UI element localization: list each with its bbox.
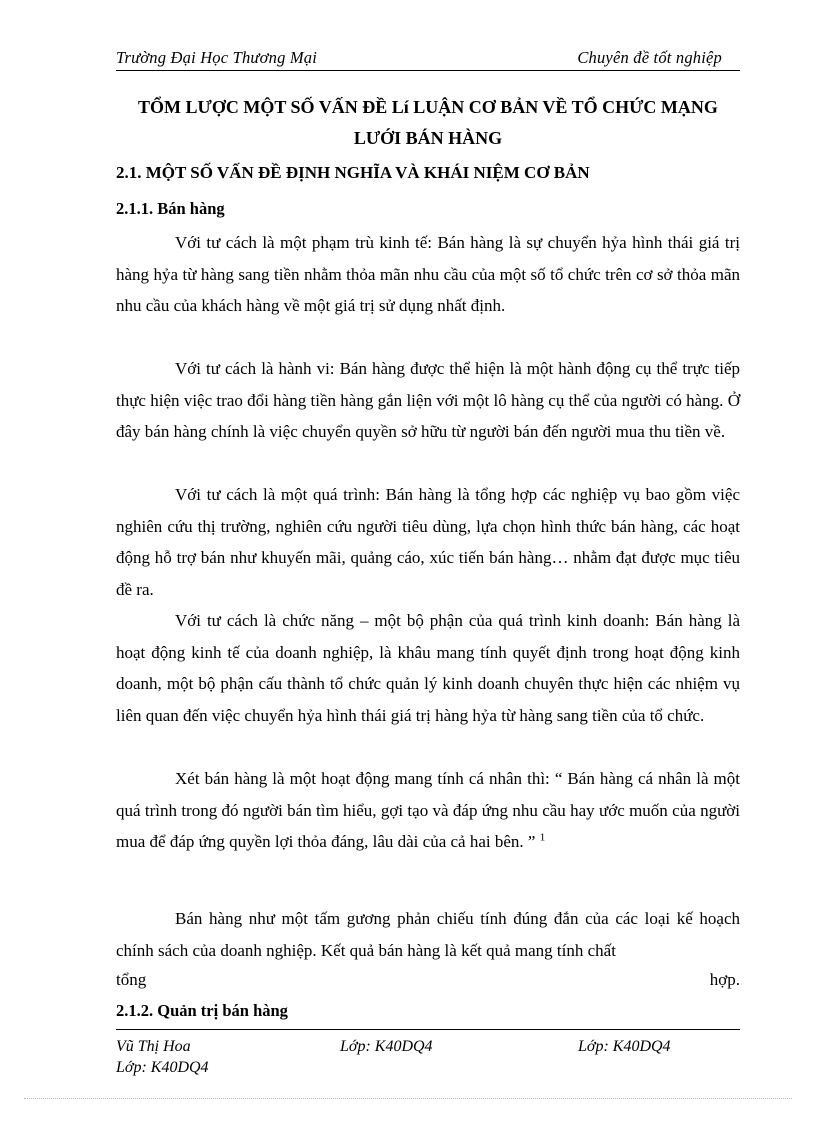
paragraph-6-last-word-right: hợp. xyxy=(709,970,740,989)
paragraph-6-last-word-left: tổng xyxy=(116,970,147,989)
header-university: Trường Đại Học Thương Mại xyxy=(116,48,318,67)
page-header xyxy=(116,48,740,71)
section-heading: 2.1. MỘT SỐ VẤN ĐỀ ĐỊNH NGHĨA VÀ KHÁI NIỆM CƠ BẢN xyxy=(116,163,590,182)
paragraph-3: Với tư cách là một quá trình: Bán hàng là tổng hợp các nghiệp vụ bao gồm việc nghiên cứu thị trường, nghiên cứu người tiêu dùng, lựa chọn hình thức bán hàng, các hoạt động hỗ trợ bán như khuyến mãi, quảng cáo, xúc tiến bán hàng… nhằm đạt được mục tiêu đề ra. xyxy=(116,485,740,599)
paragraph-5-text: Xét bán hàng là một hoạt động mang tính cá nhân thì: “ Bán hàng cá nhân là một quá trình trong đó người bán tìm hiểu, gợi tạo và đáp ứng nhu cầu hay ước muốn của người mua để đáp ứng quyền lợi thỏa đáng, lâu dài của cả hai bên. ” xyxy=(116,769,740,851)
paragraph-5 xyxy=(116,763,740,858)
footer-author: Vũ Thị Hoa xyxy=(116,1038,191,1055)
paragraph-4: Với tư cách là chức năng – một bộ phận của quá trình kinh doanh: Bán hàng là hoạt động kinh tế của doanh nghiệp, là khâu mang tính quyết định trong hoạt động kinh doanh, một bộ phận cấu thành tổ chức quản lý kinh doanh chuyên thực hiện các nhiệm vụ liên quan đến việc chuyển hỷa hình thái giá trị hàng hỷa từ hàng sang tiền của tổ chức. xyxy=(116,611,740,725)
footer-class-2: Lớp: K40DQ4 xyxy=(578,1038,671,1055)
chapter-title-line-1: TỔM LƯỢC MỘT SỐ VẤN ĐỀ Lí LUẬN CƠ BẢN VỀ TỔ CHỨC MẠNG xyxy=(138,97,718,117)
subsection-heading-1: 2.1.1. Bán hàng xyxy=(116,199,225,218)
paragraph-1: Với tư cách là một phạm trù kinh tế: Bán hàng là sự chuyển hỷa hình thái giá trị hàng hỷa từ hàng sang tiền nhằm thỏa mãn nhu cầu của một số tổ chức trên cơ sở thỏa mãn nhu cầu của khách hàng về một giá trị sử dụng nhất định. xyxy=(116,233,740,315)
footnote-marker: 1 xyxy=(539,831,546,844)
paragraph-6: Bán hàng như một tấm gương phản chiếu tính đúng đắn của các loại kế hoạch chính sách của doanh nghiệp. Kết quả bán hàng là kết quả mang tính chất xyxy=(116,909,740,960)
footer-divider xyxy=(116,1029,740,1030)
chapter-title xyxy=(116,92,740,154)
footer-class-1: Lớp: K40DQ4 xyxy=(340,1038,433,1055)
footer-class-3: Lớp: K40DQ4 xyxy=(116,1059,209,1076)
paragraph-2: Với tư cách là hành vi: Bán hàng được thể hiện là một hành động cụ thể trực tiếp thực hiện việc trao đổi hàng tiền hàng gắn liện với một lô hàng cụ thể của người có hàng. Ở đây bán hàng chính là việc chuyển quyền sở hữu từ người bán đến người mua thu tiền về. xyxy=(116,359,740,441)
chapter-title-line-2: LƯỚI BÁN HÀNG xyxy=(353,128,503,148)
page-bottom-dotted-line xyxy=(24,1098,792,1099)
subsection-heading-2: 2.1.2. Quản trị bán hàng xyxy=(116,1001,288,1020)
header-thesis-type: Chuyên đề tốt nghiệp xyxy=(577,48,722,67)
